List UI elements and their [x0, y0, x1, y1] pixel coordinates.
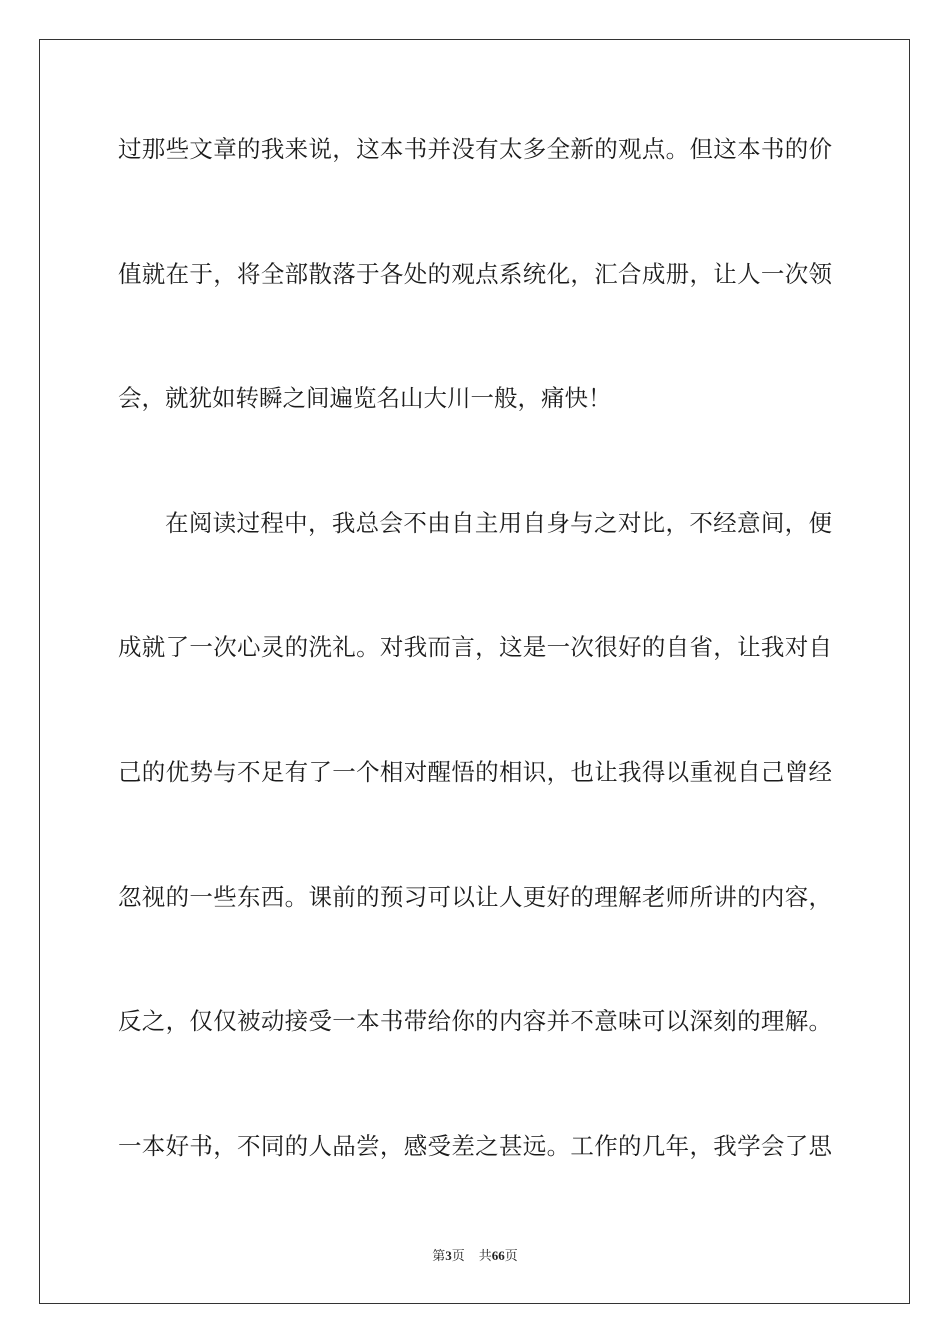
- total-suffix: 页: [504, 1249, 518, 1264]
- text-line-8: 反之，仅仅被动接受一本书带给你的内容并不意味可以深刻的理解。: [118, 1007, 832, 1035]
- page-footer: [0, 1247, 950, 1266]
- text-line-2: 值就在于，将全部散落于各处的观点系统化，汇合成册，让人一次领: [118, 260, 832, 288]
- page-number: 3: [445, 1248, 452, 1263]
- page-border: [39, 39, 910, 1304]
- text-line-5: 成就了一次心灵的洗礼。对我而言，这是一次很好的自省，让我对自: [118, 633, 832, 661]
- total-prefix: 共: [478, 1249, 492, 1264]
- text-line-7: 忽视的一些东西。课前的预习可以让人更好的理解老师所讲的内容，: [118, 883, 832, 911]
- text-line-3: 会，就犹如转瞬之间遍览名山大川一般，痛快！: [118, 384, 612, 412]
- text-line-6: 己的优势与不足有了一个相对醒悟的相识，也让我得以重视自己曾经: [118, 758, 832, 786]
- text-line-1: 过那些文章的我来说，这本书并没有太多全新的观点。但这本书的价: [118, 135, 832, 163]
- total-pages: 66: [491, 1248, 505, 1263]
- text-line-4: 在阅读过程中，我总会不由自主用自身与之对比，不经意间，便: [165, 509, 832, 537]
- page-suffix: 页: [451, 1249, 465, 1264]
- page-prefix: 第: [432, 1249, 446, 1264]
- text-line-9: 一本好书，不同的人品尝，感受差之甚远。工作的几年，我学会了思: [118, 1132, 832, 1160]
